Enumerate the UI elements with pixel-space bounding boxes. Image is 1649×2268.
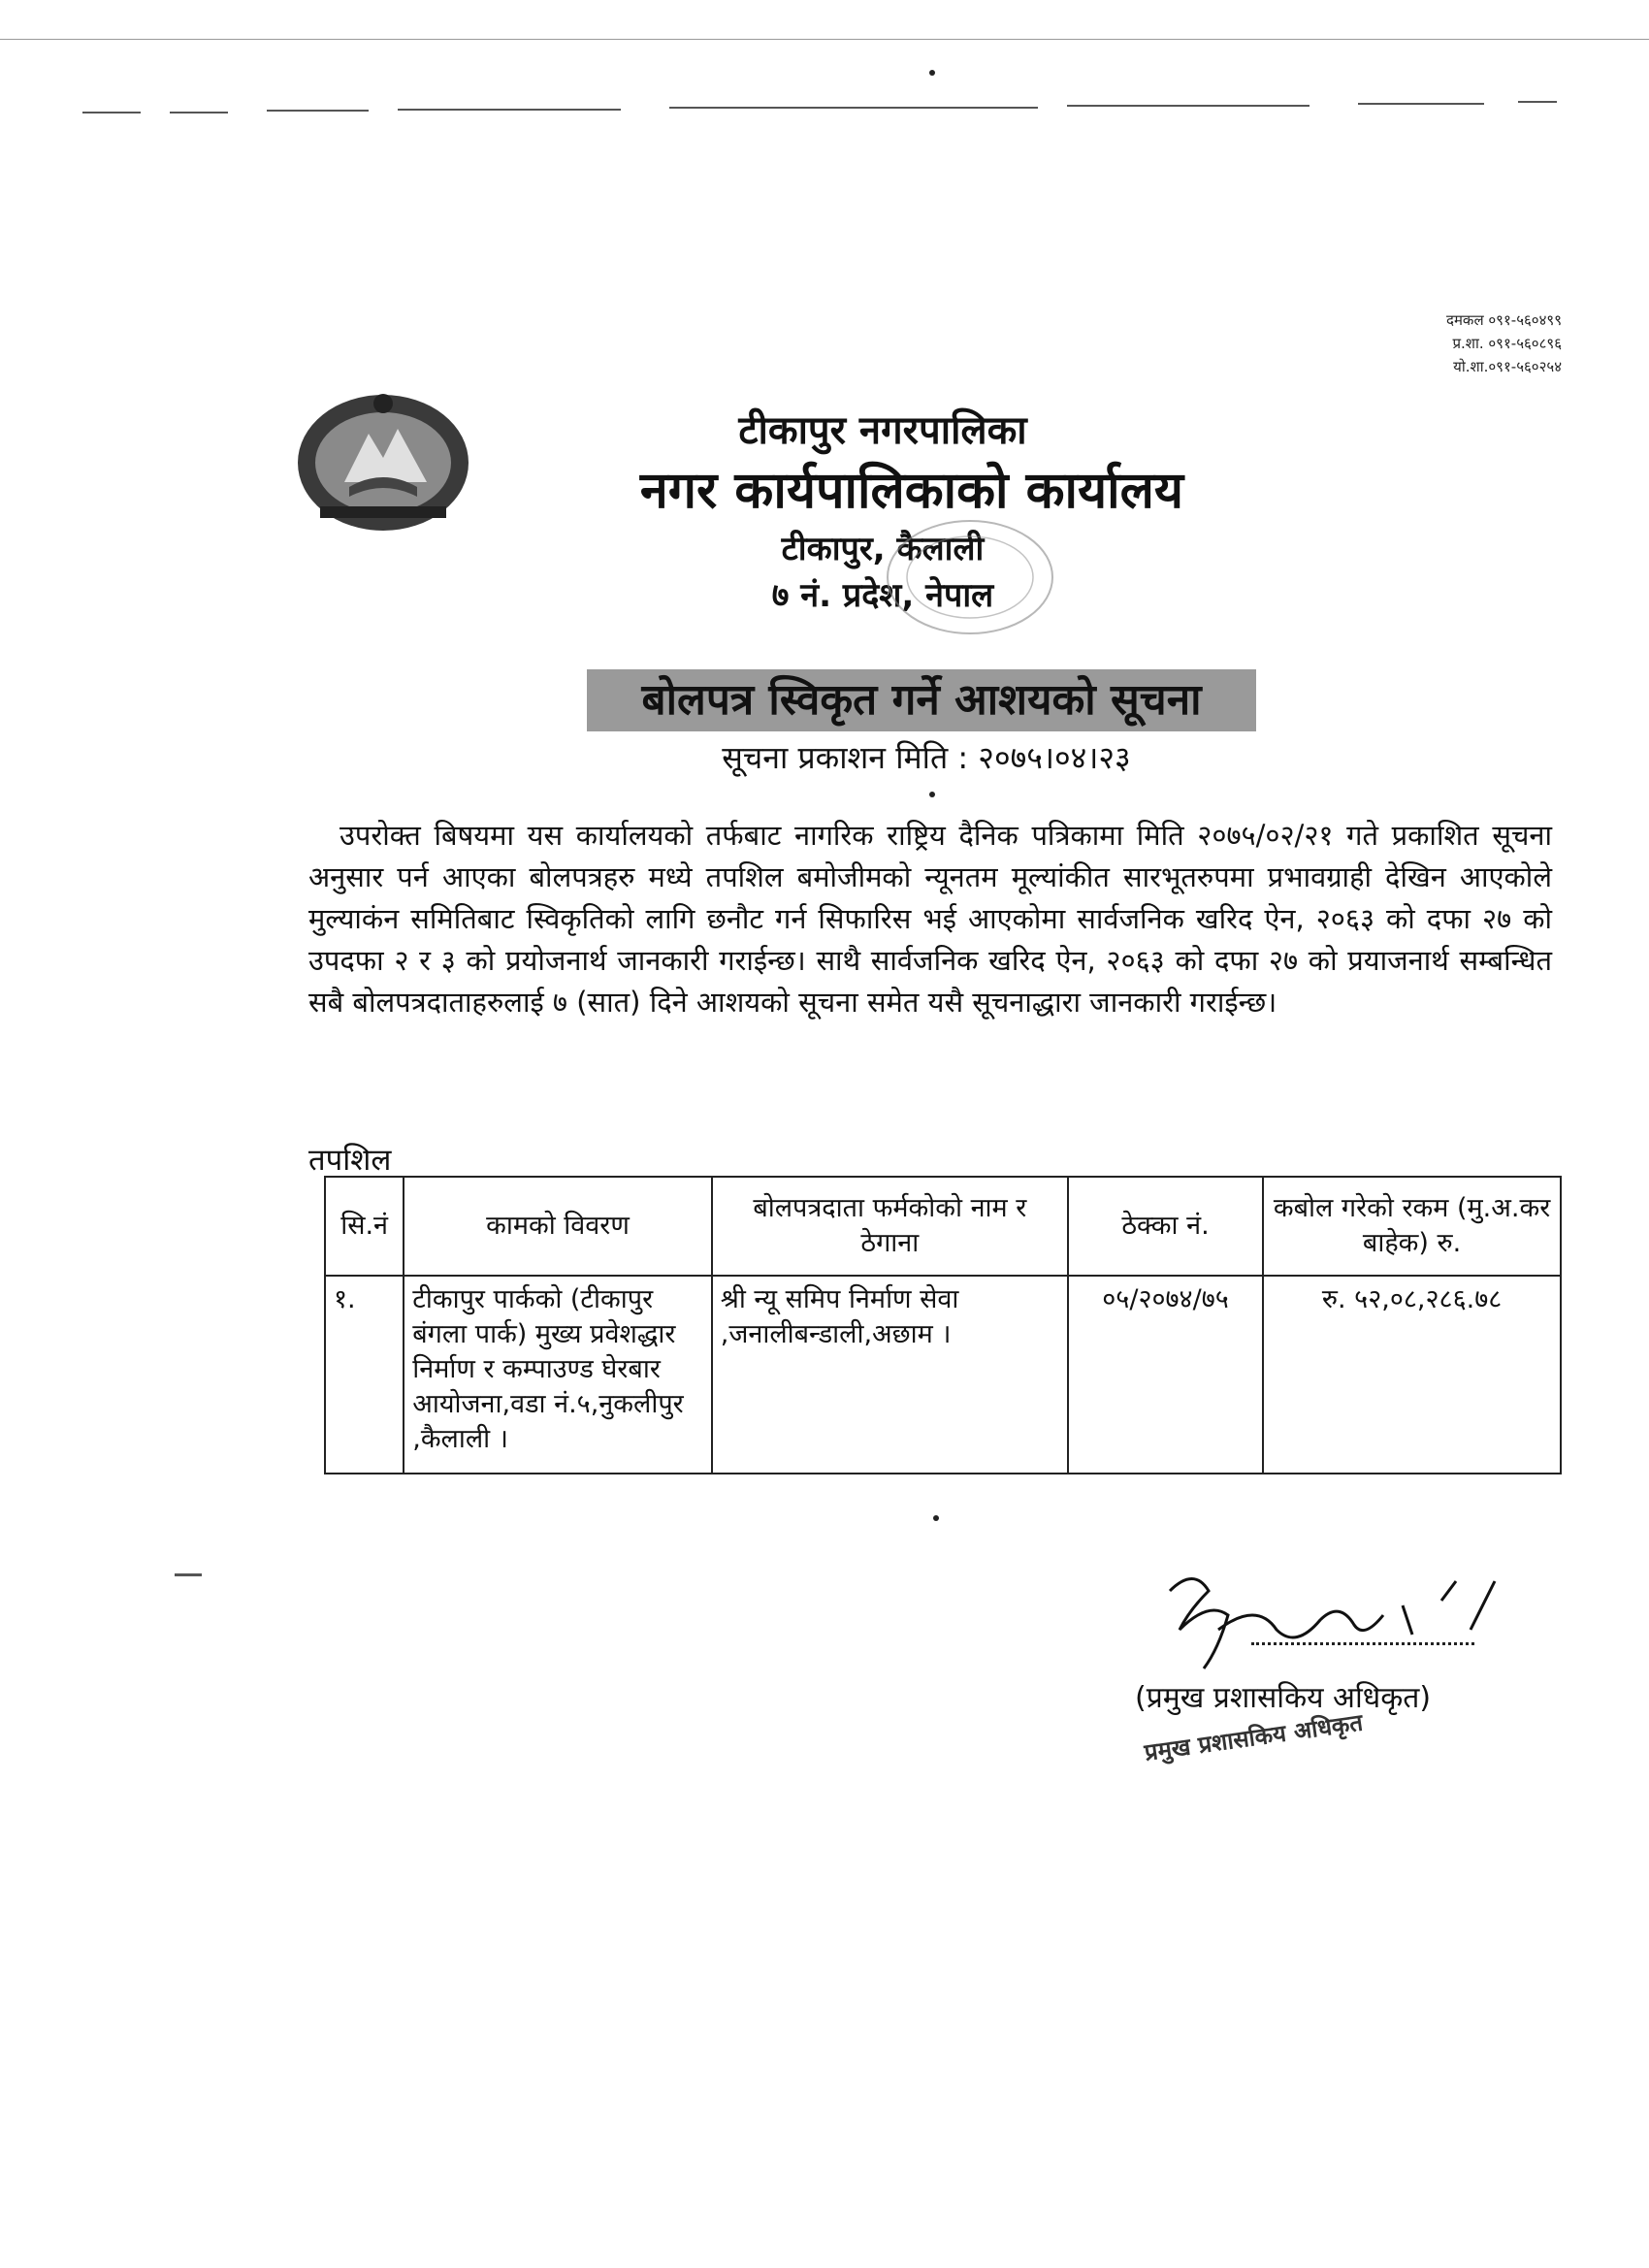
scan-artifact-line xyxy=(170,112,228,113)
designation-stamp: प्रमुख प्रशासकिय अधिकृत xyxy=(1143,1708,1365,1766)
signatory-designation: (प्रमुख प्रशासकिय अधिकृत) xyxy=(1135,1681,1432,1715)
publish-date: सूचना प्रकाशन मिति : २०७५।०४।२३ xyxy=(722,739,1131,776)
schedule-table xyxy=(324,1176,1562,1474)
scan-artifact-line xyxy=(398,109,621,111)
scan-artifact-line xyxy=(267,110,369,112)
office-name: नगर कार्यपालिकाको कार्यालय xyxy=(639,462,1184,520)
cell-sn: १. xyxy=(325,1276,404,1474)
fire-brigade-phone: दमकल ०९१-५६०४९९ xyxy=(1445,311,1562,329)
cell-contract: ०५/२०७४/७५ xyxy=(1068,1276,1263,1474)
planning-branch-phone: यो.शा.०९१-५६०२५४ xyxy=(1453,358,1562,375)
notice-title: बोलपत्र स्विकृत गर्ने आशयको सूचना xyxy=(587,669,1256,731)
handwritten-signature xyxy=(1150,1562,1519,1678)
notice-body: उपरोक्त बिषयमा यस कार्यालयको तर्फबाट नागरिक राष्ट्रिय दैनिक पत्रिकामा मिति २०७५/०२/२१ गते प्रकाशित सूचना अनुसार पर्न आएका बोलपत्रहरु मध्ये तपशिल बमोजीमको न्यूनतम मूल्यांकीत सारभूतरुपमा प्रभावग्राही देखिन आएकोले मुल्याकंन समितिबाट स्विकृतिको लागि छनौट गर्न सिफारिस भई आएकोमा सार्वजनिक खरिद ऐन, २०६३ को दफा २७ को उपदफा २ र ३ को प्रयोजनार्थ जानकारी गराईन्छ। साथै सार्वजनिक खरिद ऐन, २०६३ को दफा २७ को प्रयाजनार्थ सम्बन्धित सबै बोलपत्रदाताहरुलाई ७ (सात) दिने आशयको सूचना समेत यसै सूचनाद्धारा जानकारी गराईन्छ। xyxy=(308,819,1552,1019)
scan-artifact-line xyxy=(1067,105,1310,107)
admin-branch-phone: प्र.शा. ०९१-५६०८९६ xyxy=(1452,335,1562,352)
scan-artifact-line xyxy=(82,112,141,113)
scan-artifact-line xyxy=(669,107,1038,109)
nepal-emblem-icon xyxy=(291,390,475,535)
header-sn: सि.नं xyxy=(325,1177,404,1276)
scan-dot xyxy=(933,1515,939,1521)
schedule-heading: तपशिल xyxy=(308,1143,392,1178)
scan-artifact-line xyxy=(175,1573,202,1576)
address-line-1: टीकापुर, कैलाली xyxy=(781,530,985,568)
scan-dot xyxy=(929,70,935,76)
header-work: कामको विवरण xyxy=(404,1177,712,1276)
signature-dotted-line xyxy=(1251,1642,1474,1645)
scan-dot xyxy=(929,792,935,797)
scan-artifact-line xyxy=(1358,103,1484,105)
scan-edge-line xyxy=(0,39,1649,40)
office-stamp-icon xyxy=(878,514,1062,640)
table-row xyxy=(325,1276,1561,1474)
scan-artifact-line xyxy=(1518,101,1557,103)
cell-work: टीकापुर पार्कको (टीकापुर बंगला पार्क) मुख्य प्रवेशद्धार निर्माण र कम्पाउण्ड घेरबार आयोजना,वडा नं.५,नुकलीपुर ,कैलाली । xyxy=(404,1276,712,1474)
table-header-row xyxy=(325,1177,1561,1276)
municipality-name: टीकापुर नगरपालिका xyxy=(738,408,1027,453)
header-bidder: बोलपत्रदाता फर्मकोको नाम र ठेगाना xyxy=(712,1177,1068,1276)
address-line-2: ७ नं. प्रदेश, नेपाल xyxy=(771,576,994,615)
cell-bidder: श्री न्यू समिप निर्माण सेवा ,जनालीबन्डाली,अछाम । xyxy=(712,1276,1068,1474)
contact-numbers xyxy=(1446,308,1562,378)
header-amount: कबोल गरेको रकम (मु.अ.कर बाहेक) रु. xyxy=(1263,1177,1561,1276)
cell-amount: रु. ५२,०८,२८६.७८ xyxy=(1263,1276,1561,1474)
header-contract: ठेक्का नं. xyxy=(1068,1177,1263,1276)
